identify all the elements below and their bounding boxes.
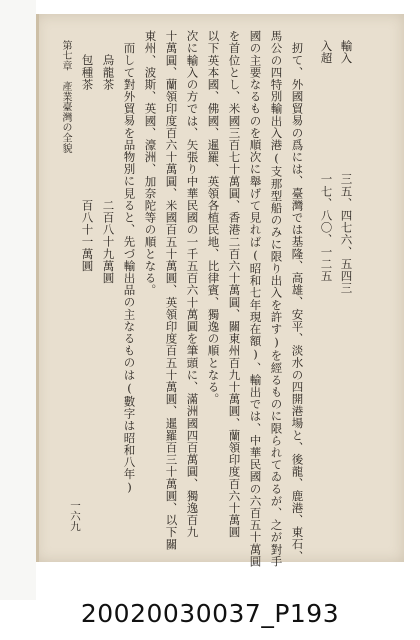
body-paragraph-line: 東州、波斯、英國、濠洲、加奈陀等の順となる。	[143, 30, 158, 297]
export-item-oolong: 烏龍茶 二百八十九萬圓	[101, 42, 116, 284]
import-total-line: 輸入 三五、四七六、五四三	[339, 40, 354, 295]
page-number: 一六九	[69, 500, 81, 532]
import-surplus-line: 入超 一七、八〇、一二五	[319, 40, 334, 282]
body-paragraph-line: 馬公の四特別輸出入港(支那型船のみに限り出入を許す)を經るものに限られてゐるが、之が對手	[269, 30, 284, 568]
page-spine-edge	[36, 14, 39, 562]
body-paragraph-line: 以下英本國、佛國、暹羅、英領各植民地、比律賓、獨逸の順となる。	[206, 30, 221, 406]
running-header-chapter: 第七章 產業臺灣の全貌	[60, 40, 71, 154]
body-paragraph-line: 而して對外貿易を品物別に見ると、先づ輸出品の主なるものは(數字は昭和八年)	[122, 42, 137, 495]
export-item-pouchong: 包種茶 百八十一萬圓	[80, 42, 95, 272]
body-paragraph-line: 十萬圓、蘭領印度百六十萬圓、米國百五十萬圓、英領印度百五十萬圓、暹羅百三十萬圓、以下關	[164, 30, 179, 551]
image-caption: 20020030037_P193	[80, 599, 340, 628]
body-paragraph-line: 扨て、外國貿易の爲には、臺灣では基隆、高雄、安平、淡水の四開港場と、後龍、鹿港、東石、	[290, 42, 305, 563]
body-paragraph-line: を首位とし、米國三百七十萬圓、香港二百六十萬圓、關東州百九十萬圓、蘭領印度百六十萬圓	[227, 30, 242, 539]
scan-gutter	[0, 0, 36, 600]
body-paragraph-line: 國の主要なるものを順次に舉げて見れば(昭和七年現在額)、輸出では、中華民國の六百五十萬圓	[248, 30, 263, 568]
body-paragraph-line: 次に輸入の方では、矢張り中華民國の一千五百六十萬圓を筆頭に、滿洲國四百萬圓、獨逸百九	[185, 30, 200, 539]
